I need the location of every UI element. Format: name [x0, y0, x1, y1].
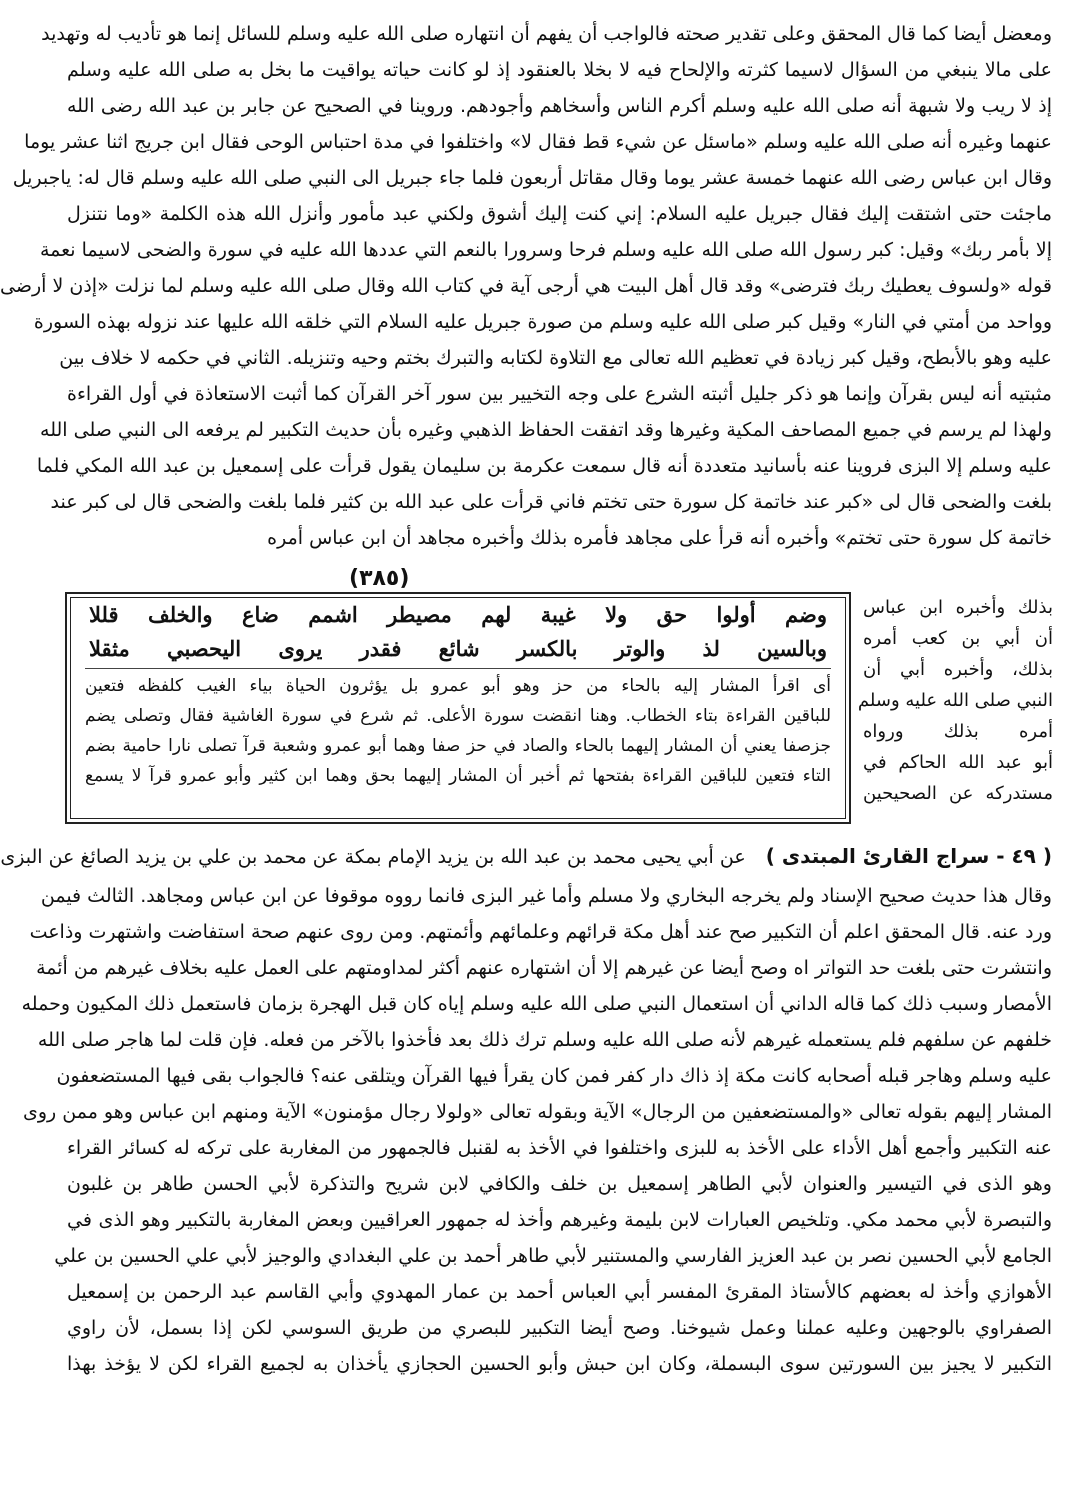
verse-section [65, 592, 1053, 860]
text-line: إلا بأمر ربك» وقيل: كبر رسول الله صلى الله عليه وسلم فرحا وسرورا بالنعم التي عددها الله عليه في سورة والضحى لاسيما نعمة [39, 239, 1052, 261]
side-text-line: أن أبي بن كعب أمره [863, 628, 1053, 649]
text-line: قوله «ولسوف يعطيك ربك فترضى» وقد قال أهل البيت هي أرجى آية في كتاب الله وقال صلى الله عليه وسلم لما نزلت «إذن لا أرضى [0, 275, 1052, 297]
text-line: على مالا ينبغي من السؤال لاسيما كثرته والإلحاح فيه لا بخلا بالعنقود إذ لو كانت حياته يواقيت ما بخل به صلى الله عليه وسلم [67, 59, 1052, 81]
text-line: المشار إليهم بقوله تعالى «والمستضعفين من الرجال» الآية وبقوله تعالى «ولولا رجال مؤمنون» الآية ومنهم ابن عباس وهو ممن روى [22, 1101, 1052, 1123]
verse-line: وضم أولوا حق ولا غيبة لهم مصيطر اشمم ضاع والخلف قللا [89, 602, 827, 627]
text-line: عليه وهو بالأبطح، وقيل كبر زيادة في تعظيم الله تعالى مع التلاوة لكتابه والتبرك بختم وحيه وتنزيله. الثاني في حكمه لا خلاف بين [59, 347, 1052, 369]
commentary-line: أى اقرأ المشار إليه بالحاء من حز وهو أبو عمرو بل يؤثرون الحياة بياء الغيب كلفظه فتعين [85, 676, 831, 696]
side-text-line: النبي صلى الله عليه وسلم [857, 690, 1053, 711]
text-line: إذ لا ريب ولا شبهة أنه صلى الله عليه وسلم أكرم الناس وأسخاهم وأجودهم. وروينا في الصحيح عن جابر بن عبد الله رضى الله [67, 95, 1052, 117]
text-line: عنه التكبير وأجمع أهل الأداء على الأخذ به للبزى واختلفوا في الأخذ به لقنبل فالجمهور من المغاربة على تركه له كسائر القراء [67, 1137, 1052, 1159]
page-number: (٣٨٥) [349, 566, 410, 591]
text-line: وواحد من أمتي في النار» وقيل كبر صلى الله عليه وسلم من صورة جبريل عليه السلام التي خلقه الله عليها عند نزوله بهذه السورة [33, 311, 1052, 333]
side-text-line: أبو عبد الله الحاكم في [863, 752, 1053, 773]
side-text-line: بذلك، وأخبره أبي أن [863, 659, 1053, 680]
text-line: بلغت والضحى قال لى «كبر عند خاتمة كل سورة حتى تختم فاني قرأت على عبد الله بن كثير فلما بلغت والضحى قال لى كبر عند [50, 491, 1052, 513]
running-head-text: عن أبي يحيى محمد بن عبد الله بن يزيد الإمام بمكة عن محمد بن علي بن يزيد الصائغ عن البزى [0, 846, 746, 868]
text-line: عنهما وغيره أنه صلى الله عليه وسلم «ماسئل عن شيء قط فقال لا» واختلفوا في مدة احتباس الوحى فقال ابن جريج اثنا عشر يوما [24, 131, 1052, 153]
side-column [857, 592, 1053, 809]
top-text-block [0, 16, 1052, 556]
text-line: وهو الذى في التيسير والعنوان لأبي الطاهر إسمعيل بن خلف والكافي لابن شريح والتذكرة لأبي الحسن طاهر بن غلبون [67, 1173, 1052, 1195]
commentary-line: للباقين القراءة بتاء الخطاب. وهنا انقضت سورة الأعلى. ثم شرع في سورة الغاشية فقال وتصلى يضم [85, 706, 831, 726]
side-text-line: أمره بذلك ورواه [863, 721, 1053, 742]
text-line: وقال هذا حديث صحيح الإسناد ولم يخرجه البخاري ولا مسلم وأما غير البزى فانما رووه موقوفا عن ابن عباس ومجاهد. الثالث فيمن [40, 885, 1052, 907]
commentary-line: التاء فتعين للباقين القراءة بفتحها ثم أخبر أن المشار إليهما بحق وهما ابن كثير وأبو عمرو قرآ لا يسمع [85, 766, 831, 786]
commentary-line: جزصفا يعني أن المشار إليهما بالحاء والصاد في حز صفا وهما أبو عمرو وشعبة قرآ تصلى نارا حامية بضم [85, 736, 831, 756]
text-line: خلفهم عن سلفهم فلم يستعمله غيرهم لأنه صلى الله عليه وسلم ترك ذلك بعد فأخذوا بالآخر من فعله. فإن قلت لما هاجر صلى الله [37, 1029, 1052, 1051]
text-line: وقال ابن عباس رضى الله عنهما خمسة عشر يوما وقال مقاتل أربعون فلما جاء جبريل الى النبي صلى الله عليه وسلم قال له: ياجبريل [12, 167, 1052, 189]
text-line: خاتمة كل سورة حتى تختم» وأخبره أنه قرأ على مجاهد فأمره بذلك وأخبره مجاهد أن ابن عباس أمره [267, 527, 1052, 549]
verse-divider [85, 668, 831, 669]
text-line: الصفراوي بالوجهين وعليه عملنا وعمل شيوخنا. وصح أيضا التكبير للبصري من طريق السوسي لكن إذا بسمل، لأن راوي [67, 1317, 1052, 1339]
side-text-line: مستدركه عن الصحيحين [863, 783, 1053, 804]
text-line: الأهوازي وأخذ له بعضهم كالأستاذ المقرئ المفسر أبي العباس أحمد بن عمار المهدوي وأبي القاسم عبد الرحمن بن إسمعيل [67, 1281, 1052, 1303]
running-head [0, 838, 1052, 874]
text-line: ولهذا لم يرسم في جميع المصاحف المكية وغيرها وقد اتفقت الحفاظ الذهبي وغيره بأن حديث التكبير لم يرفعه الى النبي صلى الله [40, 419, 1052, 441]
text-line: ومعضل أيضا كما قال المحقق وعلى تقدير صحته فالواجب أن يفهم أن انتهاره صلى الله عليه وسلم للسائل إنما هو تأديب له وتهديد [41, 23, 1052, 45]
text-line: مثبتيه أنه ليس بقرآن وإنما هو ذكر جليل أثبته الشرع على وجه التخيير بين سور آخر القرآن كما أثبت الاستعاذة في أول القراءة [67, 383, 1052, 405]
running-head-title: ( ٤٩ - سراج القارئ المبتدى ) [765, 844, 1052, 868]
verse-line: وبالسين لذ والوتر بالكسر شائع فقدر يروى اليحصبي مثقلا [89, 636, 827, 661]
verse-box [65, 592, 851, 824]
text-line: التكبير لا يجيز بين السورتين سوى البسملة، وكان ابن حبش وأبو الحسين الحجازي يأخذان به لجميع القراء لكن لا يؤخذ بهذا [67, 1353, 1052, 1375]
text-line: ماجئت حتى اشتقت إليك فقال جبريل عليه السلام: إني كنت إليك أشوق ولكني عبد مأمور وأنزل الله هذه الكلمة «وما نتنزل [67, 203, 1052, 225]
side-text-line: بذلك وأخبره ابن عباس [863, 597, 1053, 618]
text-line: والتبصرة لأبي محمد مكي. وتلخيص العبارات لابن بليمة وغيرهم وأخذ له جمهور العراقيين وبعض المغاربة بالتكبير وهو الذى في [67, 1209, 1052, 1231]
text-line: ورد عنه. قال المحقق اعلم أن التكبير صح عند أهل مكة قرائهم وعلمائهم وأئمتهم. ومن روى عنهم صحة استفاضت واشتهرت وذاعت [29, 921, 1052, 943]
text-line: الجامع لأبي الحسين نصر بن عبد العزيز الفارسي والمستنير لأبي طاهر أحمد بن علي البغدادي والوجيز لأبي علي الحسين بن علي [54, 1245, 1052, 1267]
text-line: عليه وسلم إلا البزى فروينا عنه بأسانيد متعددة أنه قال سمعت عكرمة بن سليمان يقول قرأت على إسمعيل بن عبد الله المكي فلما [36, 455, 1052, 477]
text-line: وانتشرت حتى بلغت حد التواتر اه وصح أيضا عن غيرهم إلا أن اشتهاره عنهم أكثر لمداومتهم على العمل عليه بخلاف غيرهم من أئمة [36, 957, 1052, 979]
bottom-text-block [21, 878, 1052, 1382]
text-line: الأمصار وسبب ذلك كما قاله الداني أن استعمال النبي صلى الله عليه وسلم إياه كان قبل الهجرة بزمان فاستعمل ذلك المكيون وحمله [21, 993, 1052, 1015]
text-line: عليه وسلم وهاجر قبله أصحابه كانت مكة إذ ذاك دار كفر فمن كان يقرأ فيها القرآن ويتلقى عنه؟ فالجواب بقى فيها المستضعفون [56, 1065, 1052, 1087]
